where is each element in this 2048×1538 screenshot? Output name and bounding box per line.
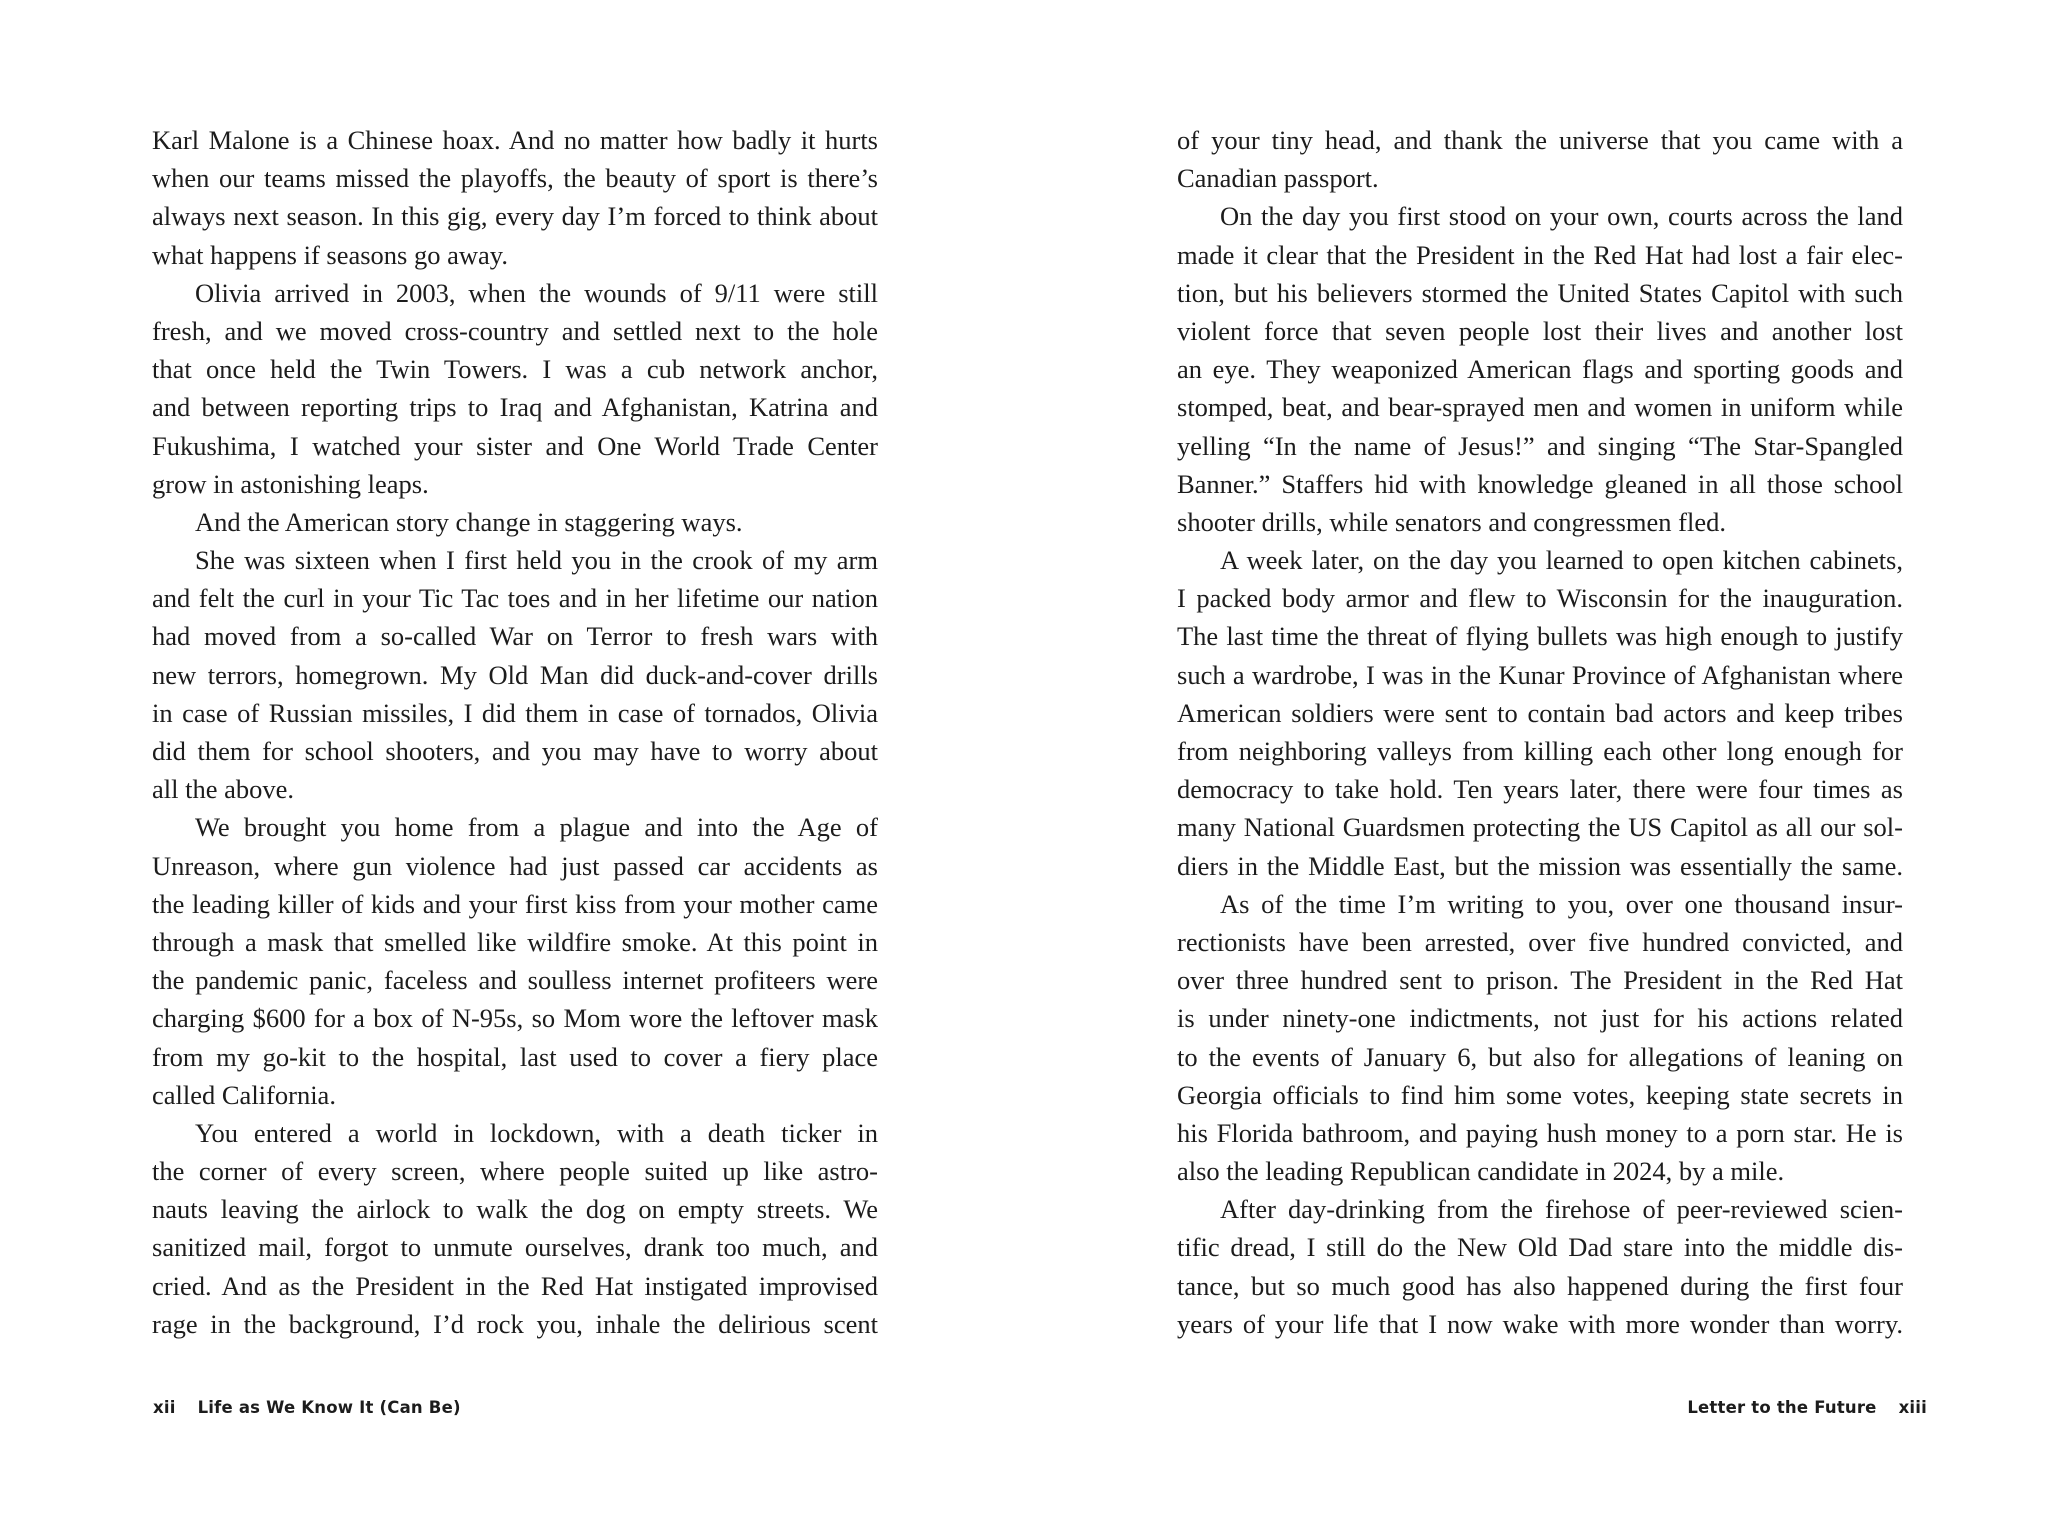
- page-number: xiii: [1898, 1398, 1927, 1417]
- text-line: always next season. In this gig, every day I’m forced to think about: [152, 201, 878, 232]
- text-line: fresh, and we moved cross-country and settled next to the hole: [152, 315, 878, 346]
- text-line: You entered a world in lockdown, with a death ticker in: [195, 1117, 878, 1148]
- text-line: years of your life that I now wake with more wonder than worry.: [1177, 1308, 1903, 1339]
- text-line: Unreason, where gun violence had just passed car accidents as: [152, 850, 878, 881]
- text-line: grow in astonishing leaps.: [152, 468, 429, 499]
- text-line: Karl Malone is a Chinese hoax. And no matter how badly it hurts: [152, 125, 878, 155]
- text-line: is under ninety-one indictments, not just for his actions related: [1177, 1003, 1903, 1034]
- text-line: also the leading Republican candidate in 2024, by a mile.: [1177, 1156, 1785, 1187]
- text-line: the corner of every screen, where people suited up like astro-: [152, 1156, 878, 1187]
- right-page-footer: [1687, 1398, 1927, 1417]
- text-line: Olivia arrived in 2003, when the wounds of 9/11 were still: [195, 277, 878, 308]
- text-line: in case of Russian missiles, I did them in case of tornados, Olivia: [152, 697, 878, 728]
- text-line: did them for school shooters, and you may have to worry about: [152, 736, 878, 766]
- text-line: from my go-kit to the hospital, last used to cover a fiery place: [152, 1041, 878, 1072]
- text-line: new terrors, homegrown. My Old Man did duck-and-cover drills: [152, 659, 878, 690]
- text-line: Georgia officials to find him some votes, keeping state secrets in: [1177, 1079, 1903, 1110]
- running-head-chapter-title: Letter to the Future: [1687, 1398, 1877, 1417]
- text-line: sanitized mail, forgot to unmute ourselves, drank too much, and: [152, 1232, 878, 1263]
- text-line: the leading killer of kids and your first kiss from your mother came: [152, 888, 878, 919]
- text-line: of your tiny head, and thank the universe that you came with a: [1177, 125, 1903, 155]
- text-line: democracy to take hold. Ten years later, there were four times as: [1177, 774, 1903, 805]
- text-line: yelling “In the name of Jesus!” and singing “The Star-Spangled: [1177, 430, 1903, 461]
- text-line: As of the time I’m writing to you, over one thousand insur-: [1220, 888, 1903, 919]
- text-line: A week later, on the day you learned to open kitchen cabinets,: [1220, 545, 1903, 576]
- text-line: and felt the curl in your Tic Tac toes and in her lifetime our nation: [152, 583, 878, 614]
- text-line: cried. And as the President in the Red Hat instigated improvised: [152, 1270, 878, 1301]
- right-page: [1024, 0, 2048, 1538]
- text-line: rage in the background, I’d rock you, inhale the delirious scent: [152, 1308, 878, 1339]
- text-line: The last time the threat of flying bullets was high enough to justify: [1177, 621, 1903, 652]
- text-line: from neighboring valleys from killing each other long enough for: [1177, 736, 1903, 766]
- text-line: diers in the Middle East, but the mission was essentially the same.: [1177, 850, 1903, 881]
- text-line: charging $600 for a box of N-95s, so Mom wore the leftover mask: [152, 1003, 878, 1034]
- page-number: xii: [153, 1398, 176, 1417]
- text-line: the pandemic panic, faceless and soulless internet profiteers were: [152, 965, 878, 996]
- text-line: Fukushima, I watched your sister and One World Trade Center: [152, 430, 878, 461]
- running-head-book-title: Life as We Know It (Can Be): [197, 1398, 461, 1417]
- right-page-body-text: [1177, 121, 1903, 1343]
- text-line: rectionists have been arrested, over five hundred convicted, and: [1177, 926, 1903, 957]
- text-line: She was sixteen when I first held you in the crook of my arm: [195, 545, 878, 576]
- text-line: that once held the Twin Towers. I was a cub network anchor,: [152, 354, 878, 385]
- left-page-footer: [153, 1398, 461, 1417]
- text-line: and between reporting trips to Iraq and Afghanistan, Katrina and: [152, 392, 878, 423]
- text-line: Canadian passport.: [1177, 163, 1379, 194]
- text-line: his Florida bathroom, and paying hush money to a porn star. He is: [1177, 1117, 1903, 1148]
- left-page-body-text: [152, 121, 878, 1343]
- text-line: through a mask that smelled like wildfire smoke. At this point in: [152, 926, 878, 957]
- text-line: what happens if seasons go away.: [152, 239, 508, 270]
- text-line: tance, but so much good has also happened during the first four: [1177, 1270, 1903, 1301]
- text-line: tific dread, I still do the New Old Dad stare into the middle dis-: [1177, 1232, 1903, 1263]
- text-line: to the events of January 6, but also for allegations of leaning on: [1177, 1041, 1903, 1072]
- text-line: many National Guardsmen protecting the US Capitol as all our sol-: [1177, 812, 1903, 843]
- text-line: when our teams missed the playoffs, the beauty of sport is there’s: [152, 163, 878, 194]
- text-line: American soldiers were sent to contain bad actors and keep tribes: [1177, 697, 1903, 728]
- text-line: I packed body armor and flew to Wisconsin for the inauguration.: [1177, 583, 1903, 614]
- text-line: stomped, beat, and bear-sprayed men and women in uniform while: [1177, 392, 1903, 423]
- text-line: nauts leaving the airlock to walk the dog on empty streets. We: [152, 1194, 878, 1225]
- text-line: over three hundred sent to prison. The President in the Red Hat: [1177, 965, 1903, 996]
- text-line: And the American story change in staggering ways.: [195, 506, 743, 537]
- text-line: We brought you home from a plague and into the Age of: [195, 812, 878, 843]
- text-line: made it clear that the President in the Red Hat had lost a fair elec-: [1177, 239, 1903, 270]
- text-line: such a wardrobe, I was in the Kunar Province of Afghanistan where: [1177, 659, 1903, 690]
- text-line: all the above.: [152, 774, 295, 805]
- text-line: called California.: [152, 1079, 336, 1110]
- text-line: Banner.” Staffers hid with knowledge gleaned in all those school: [1177, 468, 1903, 499]
- text-line: tion, but his believers stormed the United States Capitol with such: [1177, 277, 1903, 308]
- text-line: an eye. They weaponized American flags and sporting goods and: [1177, 354, 1903, 385]
- text-line: On the day you first stood on your own, courts across the land: [1220, 201, 1903, 232]
- text-line: had moved from a so-called War on Terror to fresh wars with: [152, 621, 878, 652]
- text-line: violent force that seven people lost their lives and another lost: [1177, 315, 1903, 346]
- text-line: After day-drinking from the firehose of peer-reviewed scien-: [1220, 1194, 1903, 1225]
- text-line: shooter drills, while senators and congressmen fled.: [1177, 506, 1727, 537]
